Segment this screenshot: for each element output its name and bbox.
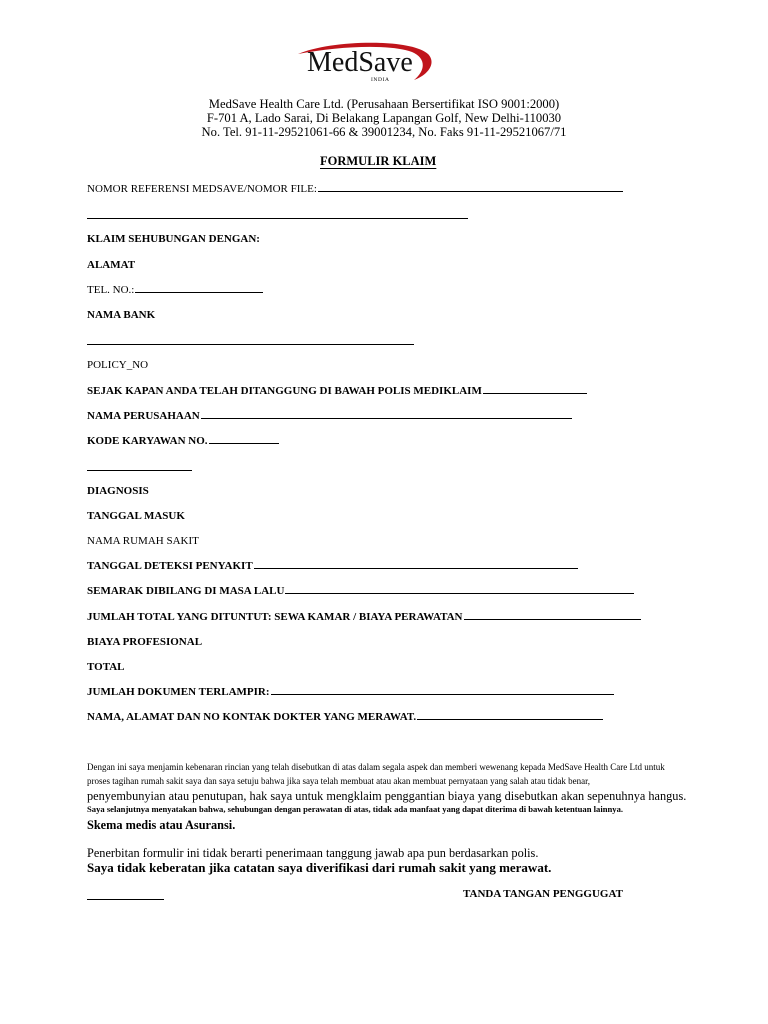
company-name-line: MedSave Health Care Ltd. (Perusahaan Bersertifikat ISO 9001:2000) <box>208 97 560 111</box>
form-title: FORMULIR KLAIM <box>320 154 437 168</box>
tel-no-field <box>87 284 263 297</box>
docs-attached-field <box>87 686 614 699</box>
ref-no-continuation-line <box>87 218 468 219</box>
doctor-info-label: NAMA, ALAMAT DAN NO KONTAK DOKTER YANG MERAWAT. <box>87 711 417 723</box>
ref-no-field <box>87 183 623 196</box>
professional-fee-label: BIAYA PROFESIONAL <box>87 636 203 648</box>
declaration-line-5: Skema medis atau Asuransi. <box>87 818 236 832</box>
total-claimed-label: JUMLAH TOTAL YANG DITUNTUT: SEWA KAMAR / BIAYA PERAWATAN <box>87 611 463 623</box>
company-phone-line: No. Tel. 91-11-29521061-66 & 39001234, No. Faks 91-11-29521067/71 <box>201 125 567 139</box>
employee-code-blank <box>209 442 279 444</box>
claim-regarding-label: KLAIM SEHUBUNGAN DENGAN: <box>87 233 260 245</box>
employee-code-field <box>87 435 279 448</box>
declaration-line-7: Saya tidak keberatan jika catatan saya diverifikasi dari rumah sakit yang merawat. <box>87 860 552 875</box>
bank-name-label: NAMA BANK <box>87 309 156 321</box>
ref-no-label: NOMOR REFERENSI MEDSAVE/NOMOR FILE: <box>87 183 317 195</box>
past-history-label: SEMARAK DIBILANG DI MASA LALU <box>87 585 285 597</box>
declaration-line-3: penyembunyian atau penutupan, hak saya untuk mengklaim penggantian biaya yang disebutkan akan sepenuhnya hangus. <box>87 789 687 803</box>
address-label: ALAMAT <box>87 259 136 271</box>
declaration-line-2: proses tagihan rumah sakit saya dan saya setuju bahwa jika saya telah membuat atau akan membuat pernyataan yang salah atau tidak benar, <box>87 776 590 786</box>
insured-since-blank <box>483 392 587 394</box>
insured-since-label: SEJAK KAPAN ANDA TELAH DITANGGUNG DI BAWAH POLIS MEDIKLAIM <box>87 385 482 397</box>
total-claimed-field <box>87 611 641 624</box>
admission-date-label: TANGGAL MASUK <box>87 510 185 522</box>
company-name-blank <box>201 417 572 419</box>
company-name-label: NAMA PERUSAHAAN <box>87 410 200 422</box>
hospital-name-label: NAMA RUMAH SAKIT <box>87 535 199 547</box>
employee-code-label: KODE KARYAWAN NO. <box>87 435 208 447</box>
diagnosis-label: DIAGNOSIS <box>87 485 149 497</box>
medsave-logo <box>290 40 450 88</box>
docs-attached-label: JUMLAH DOKUMEN TERLAMPIR: <box>87 686 270 698</box>
company-name-field <box>87 410 572 423</box>
detection-date-field <box>87 560 578 573</box>
past-history-blank <box>285 592 634 594</box>
ref-no-blank <box>318 190 623 192</box>
declaration-line-1: Dengan ini saya menjamin kebenaran rincian yang telah disebutkan di atas dalam segala aspek dan memberi wewenang kepada MedSave Health Care Ltd untuk <box>87 762 665 772</box>
declaration-line-4: Saya selanjutnya menyatakan bahwa, sehubungan dengan perawatan di atas, tidak ada manfaat yang dapat diterima di bawah ketentuan lainnya. <box>87 804 624 814</box>
total-claimed-blank <box>464 618 641 620</box>
logo-wordmark: MedSave <box>307 47 413 78</box>
doctor-info-blank <box>417 718 603 720</box>
detection-date-label: TANGGAL DETEKSI PENYAKIT <box>87 560 253 572</box>
docs-attached-blank <box>271 693 614 695</box>
past-history-field <box>87 585 634 598</box>
total-label: TOTAL <box>87 661 125 673</box>
declaration-line-6: Penerbitan formulir ini tidak berarti penerimaan tanggung jawab apa pun berdasarkan polis. <box>87 846 539 860</box>
policy-no-label: POLICY_NO <box>87 359 149 371</box>
company-address-line: F-701 A, Lado Sarai, Di Belakang Lapangan Golf, New Delhi-110030 <box>206 111 562 125</box>
insured-since-field <box>87 385 587 398</box>
logo-subtext: INDIA <box>371 77 390 83</box>
bank-name-line <box>87 344 414 345</box>
detection-date-blank <box>254 567 578 569</box>
tel-no-label: TEL. NO.: <box>87 284 135 296</box>
signature-label: TANDA TANGAN PENGGUGAT <box>463 888 623 900</box>
tel-no-blank <box>135 291 263 293</box>
employee-code-continuation-line <box>87 470 192 471</box>
date-signature-line <box>87 899 164 900</box>
doctor-info-field <box>87 711 603 724</box>
